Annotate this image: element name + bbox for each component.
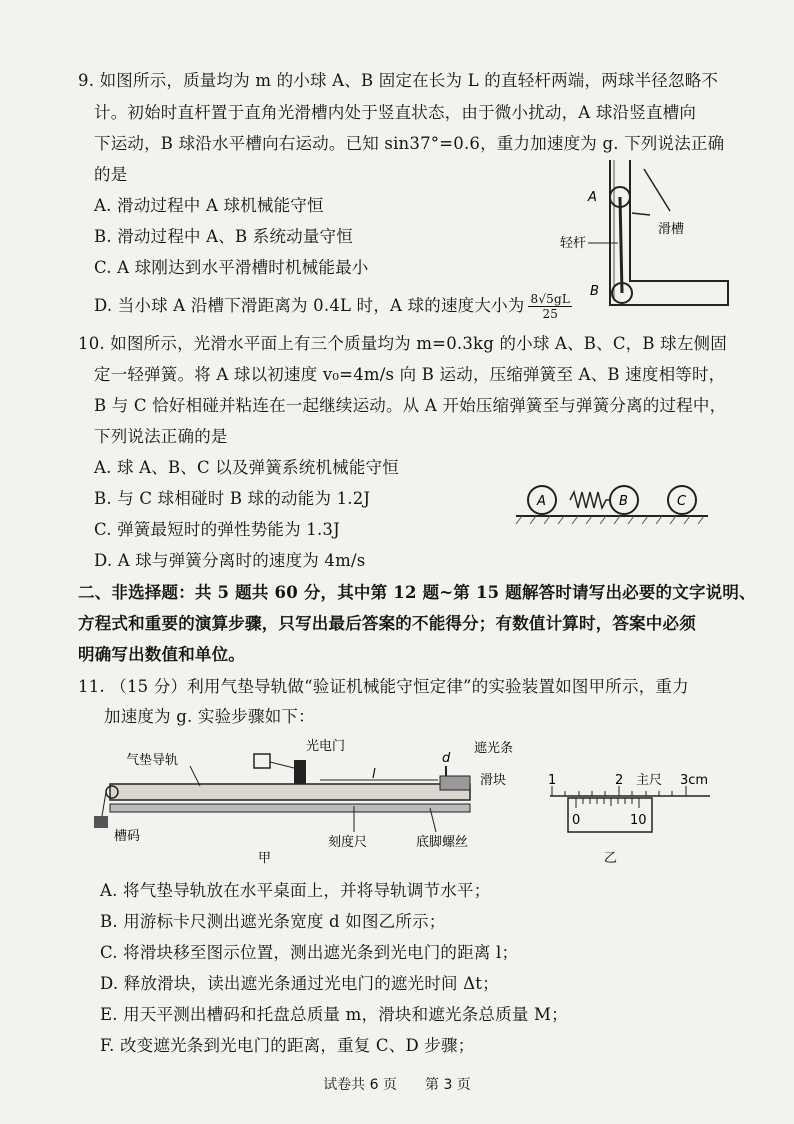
q10-line-4: 下列说法正确的是 [94, 427, 228, 446]
label-weight: 槽码 [114, 829, 141, 844]
q9-option-b: B. 滑动过程中 A、B 系统动量守恒 [94, 227, 353, 246]
label-b: B [619, 494, 628, 509]
q9-line-3: 下运动，B 球沿水平槽向右运动。已知 sin37°=0.6，重力加速度为 g. 下列说法正确 [94, 134, 725, 153]
right-angle-groove-diagram [560, 155, 740, 315]
groove-pointer-2 [632, 213, 650, 215]
vernier-0: 0 [572, 813, 581, 828]
q9-line-4: 的是 [94, 165, 128, 184]
q9-option-c: C. A 球刚达到水平滑槽时机械能最小 [94, 258, 369, 277]
string [102, 792, 106, 816]
air-track [110, 784, 470, 800]
q11-line-1: 11. （15 分）利用气垫导轨做“验证机械能守恒定律”的实验装置如图甲所示，重力 [78, 677, 689, 696]
q9-line-2: 计。初始时直杆置于直角光滑槽内处于竖直状态，由于微小扰动，A 球沿竖直槽向 [94, 103, 697, 122]
wire [270, 762, 294, 768]
q9-figure [560, 155, 740, 315]
q10-option-b: B. 与 C 球相碰时 B 球的动能为 1.2J [94, 489, 371, 508]
photogate [294, 760, 306, 784]
q9-line-1: 9. 如图所示，质量均为 m 的小球 A、B 固定在长为 L 的直轻杆两端，两球半径忽略不 [78, 71, 719, 90]
q9-option-a: A. 滑动过程中 A 球机械能守恒 [94, 196, 324, 215]
q11-step-b: B. 用游标卡尺测出遮光条宽度 d 如图乙所示； [100, 912, 446, 931]
q9-option-d-text: D. 当小球 A 沿槽下滑距离为 0.4L 时，A 球的速度大小为 [94, 296, 525, 315]
label-a: A [537, 494, 546, 509]
ground-hatching [516, 516, 704, 524]
q10-option-c: C. 弹簧最短时的弹性势能为 1.3J [94, 520, 340, 539]
section2-line-1: 二、非选择题：共 5 题共 60 分，其中第 12 题~第 15 题解答时请写出必要的文字说明、 [78, 583, 756, 602]
q10-line-1: 10. 如图所示，光滑水平面上有三个质量均为 m=0.3kg 的小球 A、B、C，B 球左侧固 [78, 334, 727, 353]
label-shade: 遮光条 [474, 741, 514, 756]
tick-3cm: 3cm [680, 773, 709, 788]
vernier-figure [540, 772, 720, 870]
label-a: A [588, 190, 597, 205]
q11-step-d: D. 释放滑块，读出遮光条通过光电门的遮光时间 Δt； [100, 974, 499, 993]
label-screw: 底脚螺丝 [416, 835, 469, 850]
vernier-10: 10 [630, 813, 647, 828]
label-slider: 滑块 [480, 773, 507, 788]
light-rod [620, 197, 622, 293]
caption-yi: 乙 [604, 851, 618, 866]
fraction-numerator: 8√5gL [530, 292, 571, 306]
fraction-denominator: 25 [542, 307, 559, 321]
q11-step-f: F. 改变遮光条到光电门的距离，重复 C、D 步骤； [100, 1036, 475, 1055]
vernier-ticks [576, 798, 639, 808]
label-main-scale: 主尺 [636, 773, 663, 788]
tick-1: 1 [548, 773, 557, 788]
weight-block [94, 816, 108, 828]
label-photogate: 光电门 [306, 739, 346, 754]
vernier-caliper-diagram [540, 772, 720, 870]
page-footer: 试卷共 6 页 第 3 页 [323, 1077, 471, 1093]
q11-line-2: 加速度为 g. 实验步骤如下： [104, 707, 315, 726]
q11-step-a: A. 将气垫导轨放在水平桌面上，并将导轨调节水平； [100, 881, 491, 900]
label-c: C [677, 494, 687, 509]
q10-option-d: D. A 球与弹簧分离时的速度为 4m/s [94, 551, 366, 570]
q10-option-a: A. 球 A、B、C 以及弹簧系统机械能守恒 [94, 458, 399, 477]
q11-step-e: E. 用天平测出槽码和托盘总质量 m，滑块和遮光条总质量 M； [100, 1005, 568, 1024]
slider-block [440, 776, 470, 790]
label-d: d [442, 751, 451, 766]
spring [570, 492, 610, 508]
airtrack-diagram [90, 736, 530, 866]
q9-option-d [94, 292, 572, 321]
tick-2: 2 [615, 773, 624, 788]
three-balls-diagram [512, 480, 712, 526]
airtrack-figure [90, 736, 530, 866]
label-scale: 刻度尺 [328, 835, 368, 850]
q10-line-3: B 与 C 恰好相碰并粘连在一起继续运动。从 A 开始压缩弹簧至与弹簧分离的过程中， [94, 396, 727, 415]
label-groove: 滑槽 [658, 222, 685, 237]
q11-step-c: C. 将滑块移至图示位置，测出遮光条到光电门的距离 l； [100, 943, 519, 962]
label-rod: 轻杆 [560, 236, 587, 251]
section2-line-3: 明确写出数值和单位。 [78, 645, 245, 664]
ruler-bar [110, 804, 470, 812]
label-airtrack: 气垫导轨 [126, 753, 179, 768]
q10-line-2: 定一轻弹簧。将 A 球以初速度 v₀=4m/s 向 B 运动，压缩弹簧至 A、B 速度相等时， [94, 365, 726, 384]
airtrack-pointer [190, 766, 200, 786]
label-l: l [372, 767, 376, 782]
groove-pointer [644, 169, 670, 211]
label-b: B [590, 284, 599, 299]
timer-box [254, 754, 270, 768]
q10-figure [512, 480, 712, 526]
section2-line-2: 方程式和重要的演算步骤，只写出最后答案的不能得分；有数值计算时，答案中必须 [78, 614, 696, 633]
caption-jia: 甲 [258, 851, 272, 866]
